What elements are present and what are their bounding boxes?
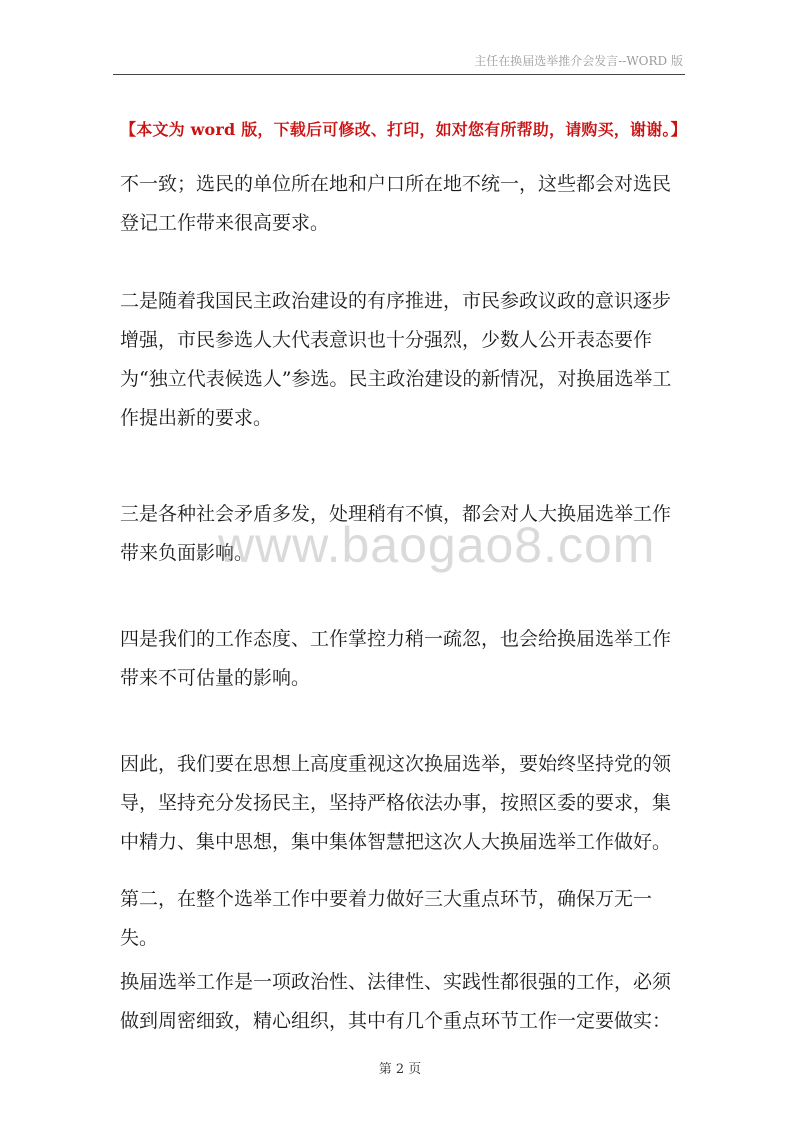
page-number: 第 2 页 [378, 1062, 422, 1077]
paragraph-6: 第二，在整个选举工作中要着力做好三大重点环节，确保万无一失。 [120, 888, 653, 949]
paragraph-3: 三是各种社会矛盾多发，处理稍有不慎，都会对人大换届选举工作带来负面影响。 [120, 503, 672, 564]
document-header-title: 主任在换届选举推介会发言--WORD 版 [474, 54, 683, 68]
paragraph-4: 四是我们的工作态度、工作掌控力稍一疏忽，也会给换届选举工作带来不可估量的影响。 [120, 628, 672, 689]
paragraph-2: 二是随着我国民主政治建设的有序推进，市民参政议政的意识逐步增强，市民参选人大代表意识也十分强烈，少数人公开表态要作为“独立代表候选人”参选。民主政治建设的新情况，对换届选举工作提出新的要求。 [120, 290, 672, 429]
watermark: www.baogao8.com [218, 517, 656, 573]
purchase-notice: 【本文为 word 版，下载后可修改、打印，如对您有所帮助，请购买，谢谢。】 [120, 120, 687, 139]
header-divider [113, 74, 685, 75]
paragraph-1: 不一致；选民的单位所在地和户口所在地不统一，这些都会对选民登记工作带来很高要求。 [120, 173, 672, 234]
paragraph-5: 因此，我们要在思想上高度重视这次换届选举，要始终坚持党的领导，坚持充分发扬民主，坚持严格依法办事，按照区委的要求，集中精力、集中思想，集中集体智慧把这次人大换届选举工作做好。 [120, 753, 672, 853]
paragraph-7: 换届选举工作是一项政治性、法律性、实践性都很强的工作，必须做到周密细致，精心组织，其中有几个重点环节工作一定要做实： [120, 971, 672, 1032]
